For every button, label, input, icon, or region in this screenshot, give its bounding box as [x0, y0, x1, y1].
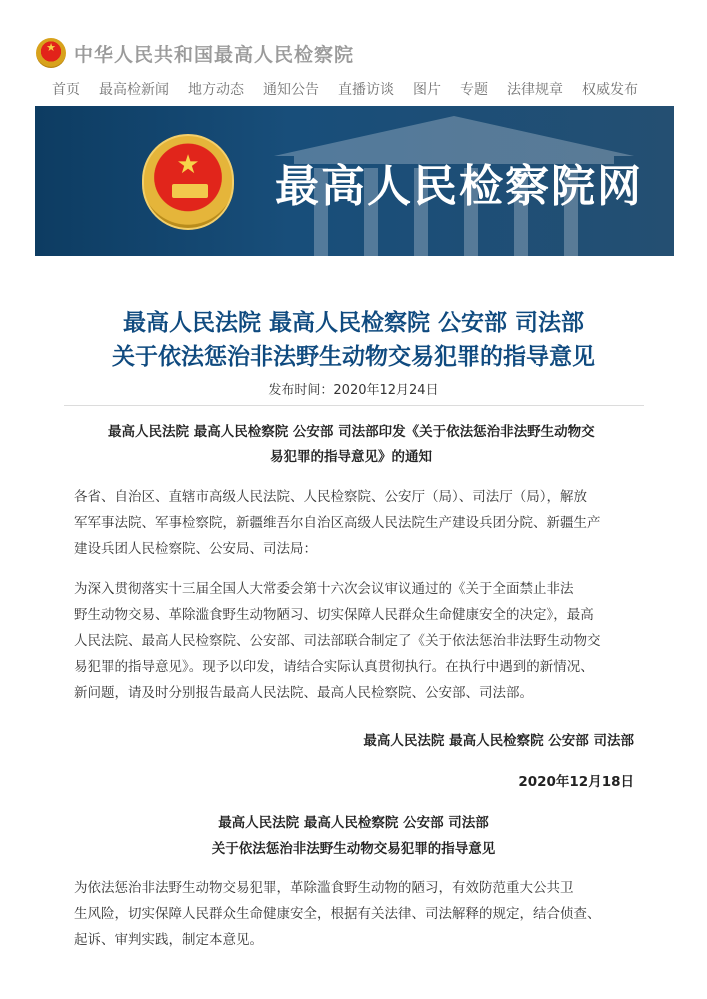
notice-title-line1: 最高人民法院 最高人民检察院 公安部 司法部印发《关于依法惩治非法野生动物交	[108, 424, 595, 440]
body-line: 易犯罪的指导意见》。现予以印发，请结合实际认真贯彻执行。在执行中遇到的新情况、	[74, 659, 594, 675]
nav-item-releases[interactable]: 权威发布	[582, 82, 638, 98]
address-line: 各省、自治区、直辖市高级人民法院、人民检察院、公安厅（局）、司法厅（局），解放	[74, 489, 587, 505]
nav-item-home[interactable]: 首页	[52, 82, 80, 98]
main-nav	[52, 79, 657, 99]
opinion-line: 起诉、审判实践，制定本意见。	[74, 932, 263, 948]
nav-item-news[interactable]: 最高检新闻	[99, 82, 169, 98]
signatories: 最高人民法院 最高人民检察院 公安部 司法部	[363, 733, 634, 749]
opinion-line: 生风险，切实保障人民群众生命健康安全，根据有关法律、司法解释的规定，结合侦查、	[74, 906, 601, 922]
site-banner	[35, 106, 674, 256]
address-line: 建设兵团人民检察院、公安局、司法局：	[74, 541, 317, 557]
site-name[interactable]: 中华人民共和国最高人民检察院	[74, 43, 355, 66]
nav-item-topics[interactable]: 专题	[460, 82, 488, 98]
sign-date: 2020年12月18日	[518, 774, 634, 790]
nav-item-notices[interactable]: 通知公告	[263, 82, 319, 98]
body-line: 为深入贯彻落实十三届全国人大常委会第十六次会议审议通过的《关于全面禁止非法	[74, 581, 574, 597]
body-line: 野生动物交易、革除滥食野生动物陋习、切实保障人民群众生命健康安全的决定》，最高	[74, 607, 594, 623]
article-title-line2: 关于依法惩治非法野生动物交易犯罪的指导意见	[112, 344, 595, 370]
opinion-line: 为依法惩治非法野生动物交易犯罪，革除滥食野生动物的陋习，有效防范重大公共卫	[74, 880, 574, 896]
divider	[64, 405, 644, 406]
procuratorate-emblem-icon	[36, 38, 66, 68]
nav-item-pictures[interactable]: 图片	[413, 82, 441, 98]
opinion-title-line1: 最高人民法院 最高人民检察院 公安部 司法部	[218, 815, 489, 831]
nav-item-laws[interactable]: 法律规章	[507, 82, 563, 98]
article-title-line1: 最高人民法院 最高人民检察院 公安部 司法部	[122, 310, 585, 336]
banner-title: 最高人民检察院网	[275, 161, 643, 212]
address-line: 军军事法院、军事检察院，新疆维吾尔自治区高级人民法院生产建设兵团分院、新疆生产	[74, 515, 601, 531]
nav-item-live[interactable]: 直播访谈	[338, 82, 394, 98]
notice-title-line2: 易犯罪的指导意见》的通知	[270, 449, 432, 465]
publish-time: 发布时间：2020年12月24日	[268, 383, 439, 398]
opinion-title-line2: 关于依法惩治非法野生动物交易犯罪的指导意见	[211, 841, 496, 857]
body-line: 新问题，请及时分别报告最高人民法院、最高人民检察院、公安部、司法部。	[74, 685, 533, 701]
banner-emblem-icon: ★	[142, 134, 234, 230]
body-line: 人民法院、最高人民检察院、公安部、司法部联合制定了《关于依法惩治非法野生动物交	[74, 633, 601, 649]
site-header	[36, 36, 354, 70]
nav-item-local[interactable]: 地方动态	[188, 82, 244, 98]
